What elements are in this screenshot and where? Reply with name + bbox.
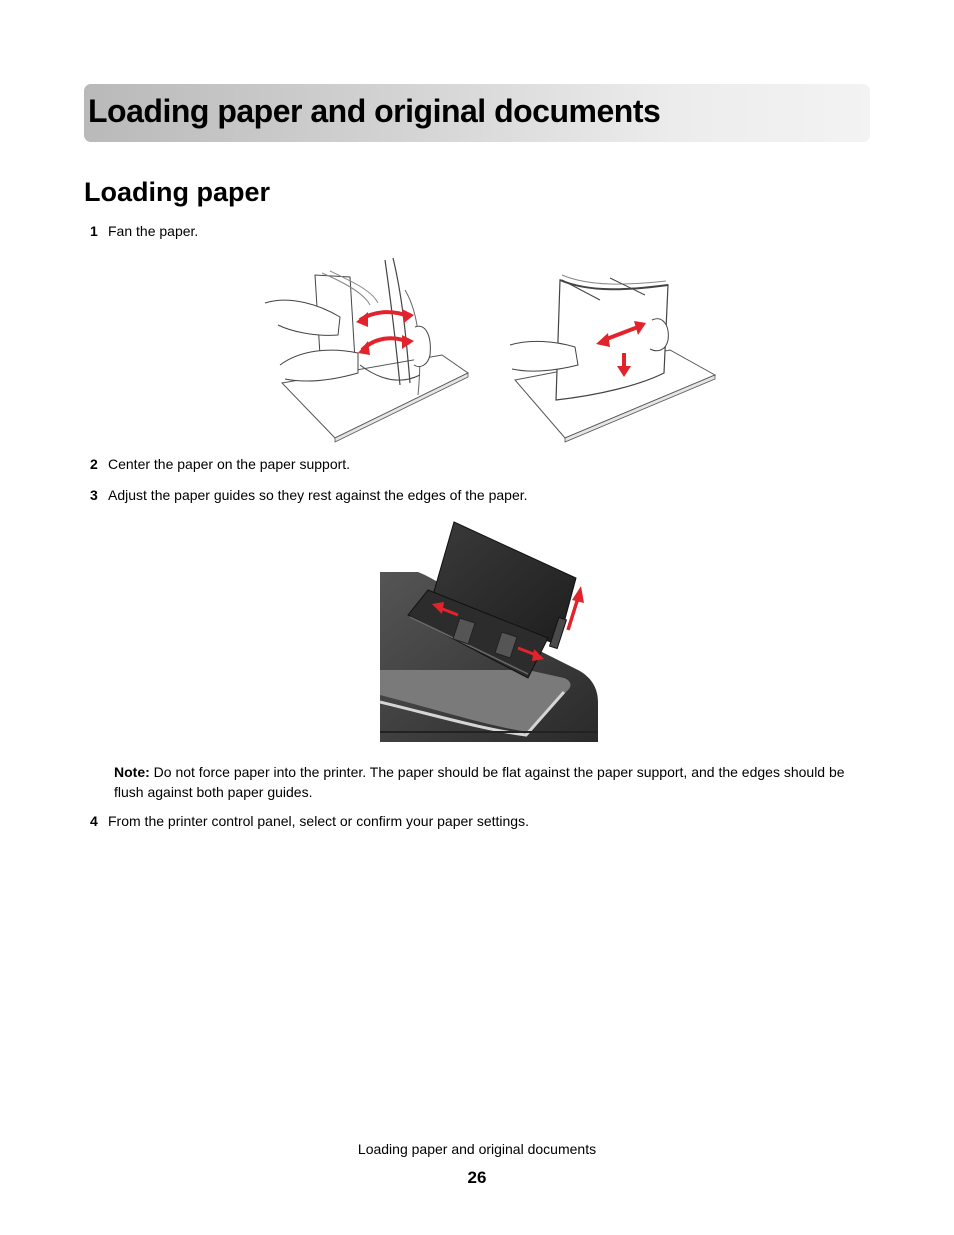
step-number: 3 xyxy=(90,487,98,503)
step-text: Center the paper on the paper support. xyxy=(108,456,351,472)
step-4 xyxy=(90,813,529,829)
footer-title: Loading paper and original documents xyxy=(357,1141,597,1157)
fan-paper-right-scene xyxy=(510,275,715,442)
step-text: Fan the paper. xyxy=(108,223,199,239)
step-text: Adjust the paper guides so they rest against the edges of the paper. xyxy=(108,487,528,503)
note-text: Do not force paper into the printer. The paper should be flat against the paper support, and the edges should be flush against both paper guides. xyxy=(114,764,845,800)
step-text: From the printer control panel, select or confirm your paper settings. xyxy=(108,813,529,829)
step-number: 2 xyxy=(90,456,98,472)
step-number: 4 xyxy=(90,813,98,829)
section-title: Loading paper xyxy=(84,177,271,207)
note xyxy=(114,762,874,802)
fan-paper-left-scene xyxy=(265,258,468,442)
page-number: 26 xyxy=(467,1168,487,1187)
chapter-title: Loading paper and original documents xyxy=(88,93,661,129)
step-1 xyxy=(90,223,198,239)
note-label: Note: xyxy=(114,764,150,780)
fan-paper-illustration xyxy=(260,255,720,445)
step-3 xyxy=(90,487,528,503)
paper-guides-illustration xyxy=(378,520,600,742)
step-2 xyxy=(90,456,350,472)
step-number: 1 xyxy=(90,223,98,239)
